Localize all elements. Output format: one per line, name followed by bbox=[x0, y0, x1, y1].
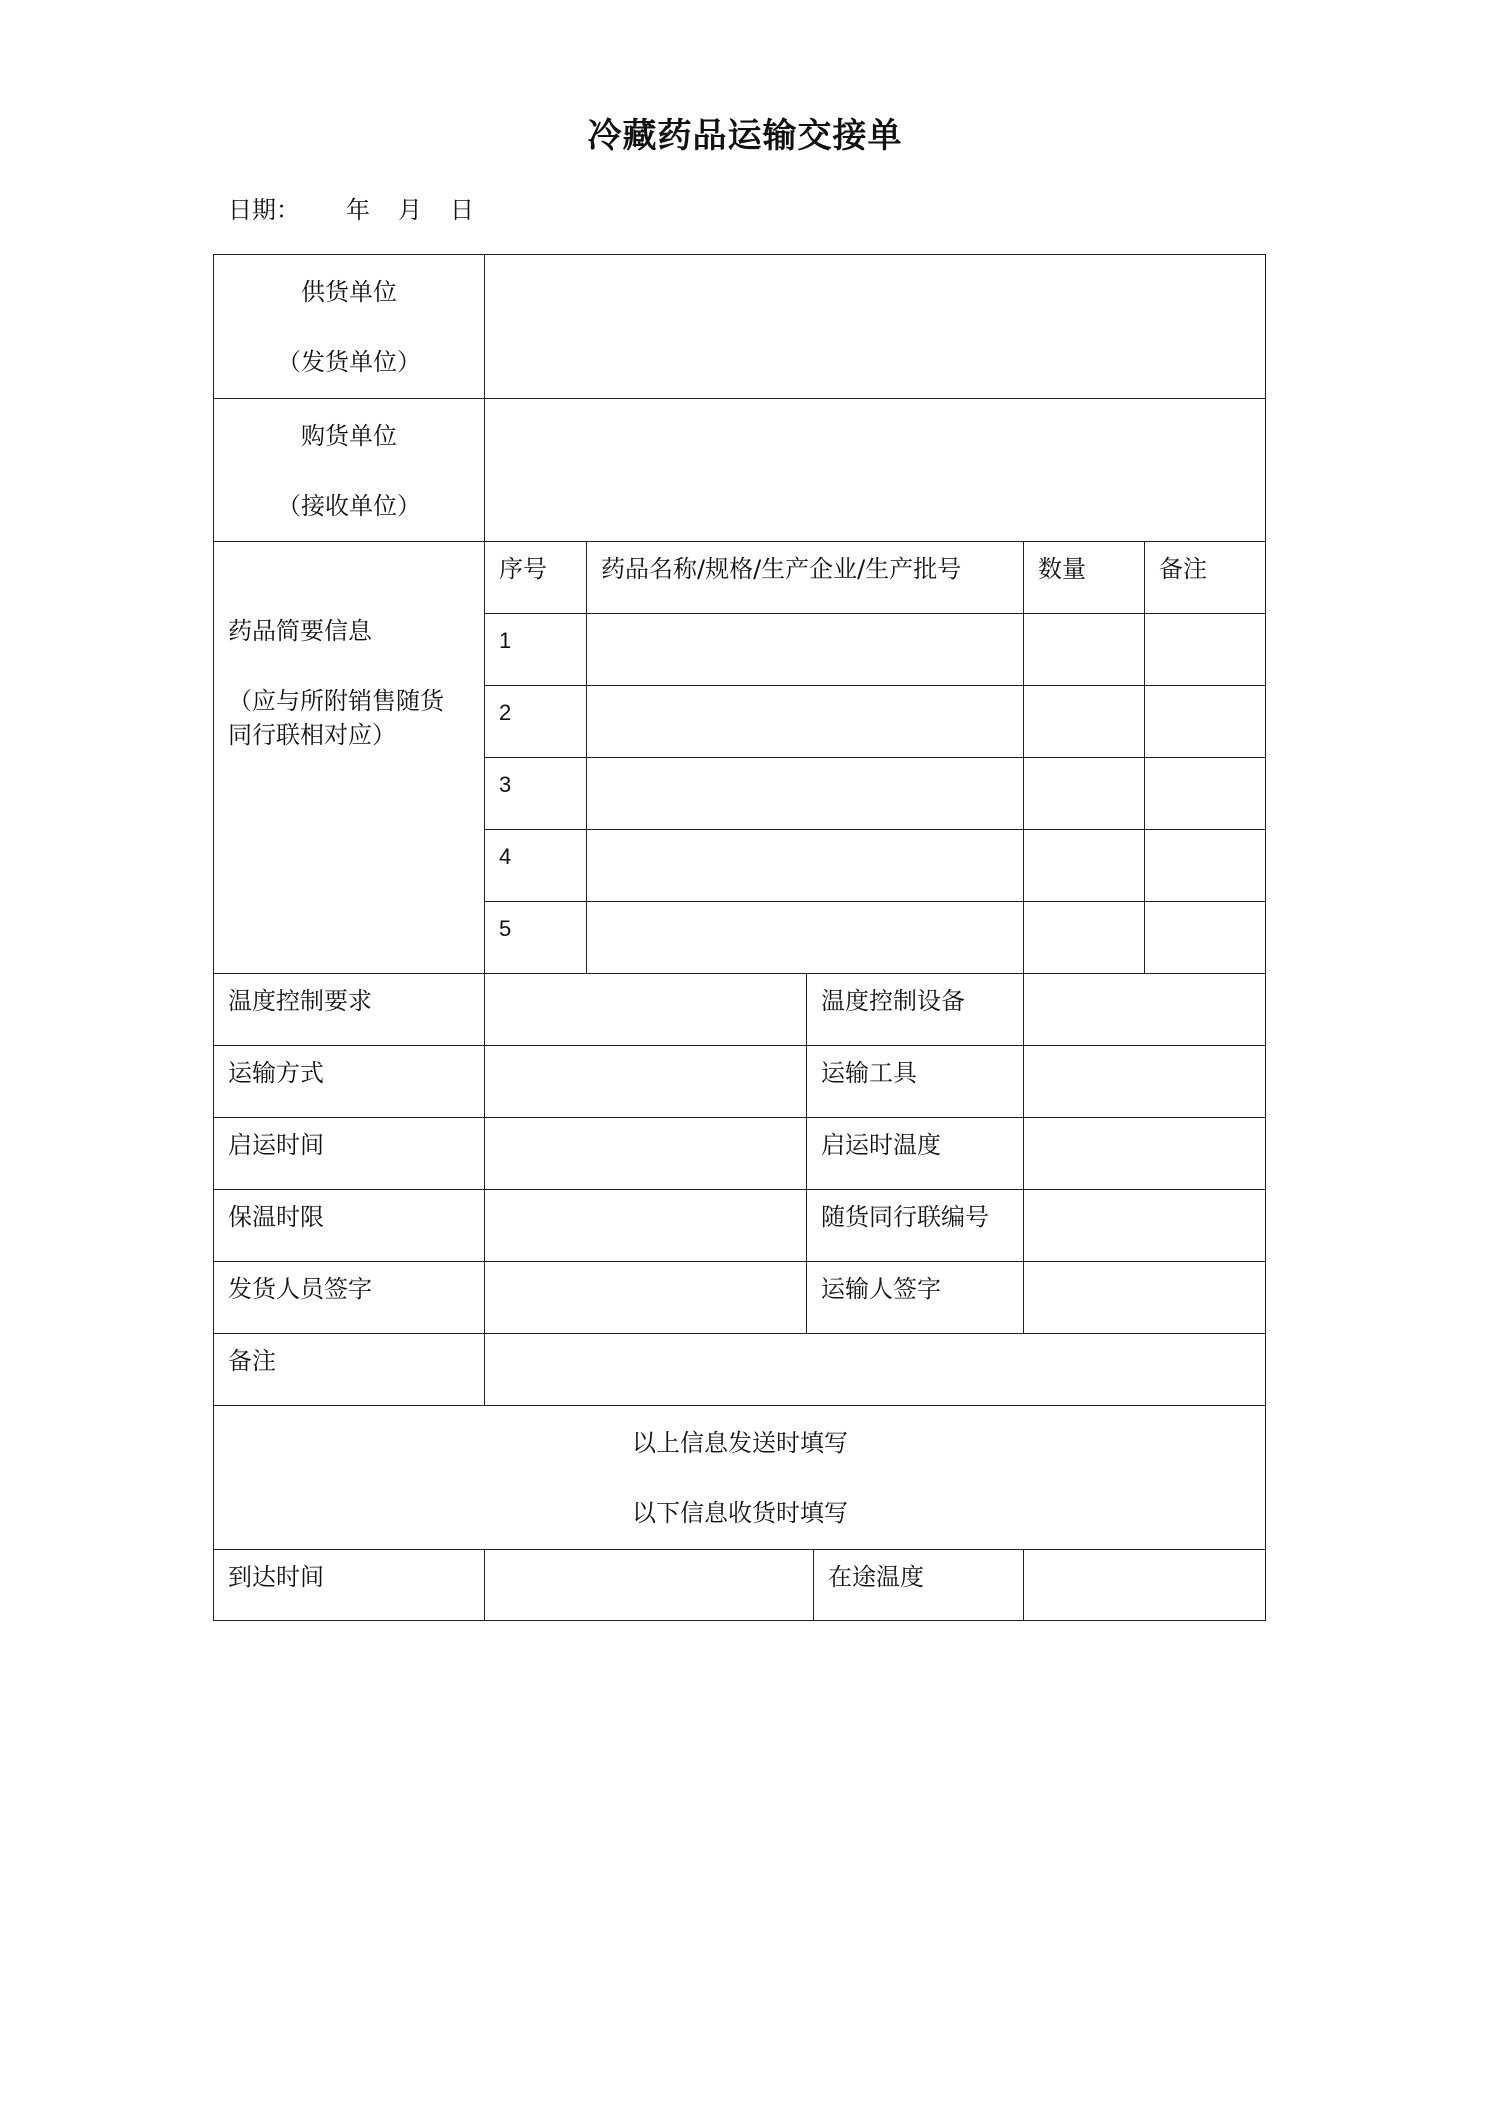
drug-row-remark-field[interactable] bbox=[1145, 830, 1266, 901]
drug-row-remark-field[interactable] bbox=[1145, 902, 1266, 973]
drug-row-name-field[interactable] bbox=[587, 614, 1023, 685]
transport-mode-label: 运输方式 bbox=[228, 1059, 324, 1087]
fill-instruction-cell bbox=[214, 1406, 1266, 1549]
insulation-period-label: 保温时限 bbox=[228, 1203, 324, 1231]
drug-info-note-line2: 同行联相对应） bbox=[228, 721, 396, 749]
drug-info-label-cell bbox=[214, 542, 484, 973]
purchaser-field[interactable] bbox=[485, 399, 1266, 541]
drug-info-label: 药品简要信息 bbox=[228, 617, 372, 645]
fill-instruction-below: 以下信息收货时填写 bbox=[632, 1499, 848, 1527]
drug-row-qty-field[interactable] bbox=[1024, 830, 1144, 901]
temp-requirement-label: 温度控制要求 bbox=[228, 987, 372, 1015]
date-day-unit: 日 bbox=[450, 196, 474, 224]
supplier-field[interactable] bbox=[485, 255, 1266, 398]
transport-vehicle-label: 运输工具 bbox=[821, 1059, 917, 1087]
drug-row-seq: 5 bbox=[499, 916, 512, 941]
insulation-period-field[interactable] bbox=[485, 1190, 806, 1261]
waybill-number-field[interactable] bbox=[1024, 1190, 1266, 1261]
header-quantity: 数量 bbox=[1038, 555, 1086, 583]
document-title: 冷藏药品运输交接单 bbox=[587, 116, 903, 156]
transit-temp-field[interactable] bbox=[1024, 1550, 1266, 1621]
temp-device-label: 温度控制设备 bbox=[821, 987, 965, 1015]
drug-row-seq: 3 bbox=[499, 772, 512, 797]
drug-row-qty-field[interactable] bbox=[1024, 686, 1144, 757]
shipper-signature-field[interactable] bbox=[485, 1262, 806, 1333]
drug-row-name-field[interactable] bbox=[587, 758, 1023, 829]
departure-time-field[interactable] bbox=[485, 1118, 806, 1189]
drug-row-remark-field[interactable] bbox=[1145, 686, 1266, 757]
date-line bbox=[228, 190, 474, 225]
remark-label: 备注 bbox=[228, 1347, 276, 1375]
header-drug-name: 药品名称/规格/生产企业/生产批号 bbox=[601, 555, 962, 583]
drug-row-name-field[interactable] bbox=[587, 902, 1023, 973]
transport-mode-field[interactable] bbox=[485, 1046, 806, 1117]
drug-row-seq: 1 bbox=[499, 628, 512, 653]
drug-row-name-field[interactable] bbox=[587, 830, 1023, 901]
transport-vehicle-field[interactable] bbox=[1024, 1046, 1266, 1117]
transit-temp-label: 在途温度 bbox=[828, 1563, 924, 1591]
arrival-time-label: 到达时间 bbox=[228, 1563, 324, 1591]
header-remark: 备注 bbox=[1159, 555, 1207, 583]
date-year-unit: 年 bbox=[346, 196, 370, 224]
supplier-label: 供货单位 bbox=[301, 278, 397, 306]
drug-row-qty-field[interactable] bbox=[1024, 614, 1144, 685]
drug-row-seq: 2 bbox=[499, 700, 512, 725]
shipper-signature-label: 发货人员签字 bbox=[228, 1275, 372, 1303]
purchaser-sub-label: （接收单位） bbox=[277, 492, 421, 520]
drug-row-seq: 4 bbox=[499, 844, 512, 869]
purchaser-label-cell bbox=[214, 399, 484, 541]
waybill-number-label: 随货同行联编号 bbox=[821, 1203, 989, 1231]
departure-temp-label: 启运时温度 bbox=[821, 1131, 941, 1159]
arrival-time-field[interactable] bbox=[485, 1550, 813, 1621]
drug-row-remark-field[interactable] bbox=[1145, 614, 1266, 685]
carrier-signature-field[interactable] bbox=[1024, 1262, 1266, 1333]
drug-row-qty-field[interactable] bbox=[1024, 758, 1144, 829]
date-label: 日期： bbox=[228, 196, 300, 224]
date-month-unit: 月 bbox=[398, 196, 422, 224]
purchaser-label: 购货单位 bbox=[301, 422, 397, 450]
drug-row-name-field[interactable] bbox=[587, 686, 1023, 757]
supplier-sub-label: （发货单位） bbox=[277, 348, 421, 376]
temp-requirement-field[interactable] bbox=[485, 974, 806, 1045]
departure-temp-field[interactable] bbox=[1024, 1118, 1266, 1189]
supplier-label-cell bbox=[214, 255, 484, 398]
drug-row-qty-field[interactable] bbox=[1024, 902, 1144, 973]
drug-row-remark-field[interactable] bbox=[1145, 758, 1266, 829]
drug-info-note-line1: （应与所附销售随货 bbox=[228, 687, 444, 715]
temp-device-field[interactable] bbox=[1024, 974, 1266, 1045]
header-seq: 序号 bbox=[499, 555, 547, 583]
carrier-signature-label: 运输人签字 bbox=[821, 1275, 941, 1303]
handover-form-table bbox=[213, 254, 1266, 1621]
fill-instruction-above: 以上信息发送时填写 bbox=[632, 1429, 848, 1457]
departure-time-label: 启运时间 bbox=[228, 1131, 324, 1159]
remark-field[interactable] bbox=[485, 1334, 1266, 1405]
